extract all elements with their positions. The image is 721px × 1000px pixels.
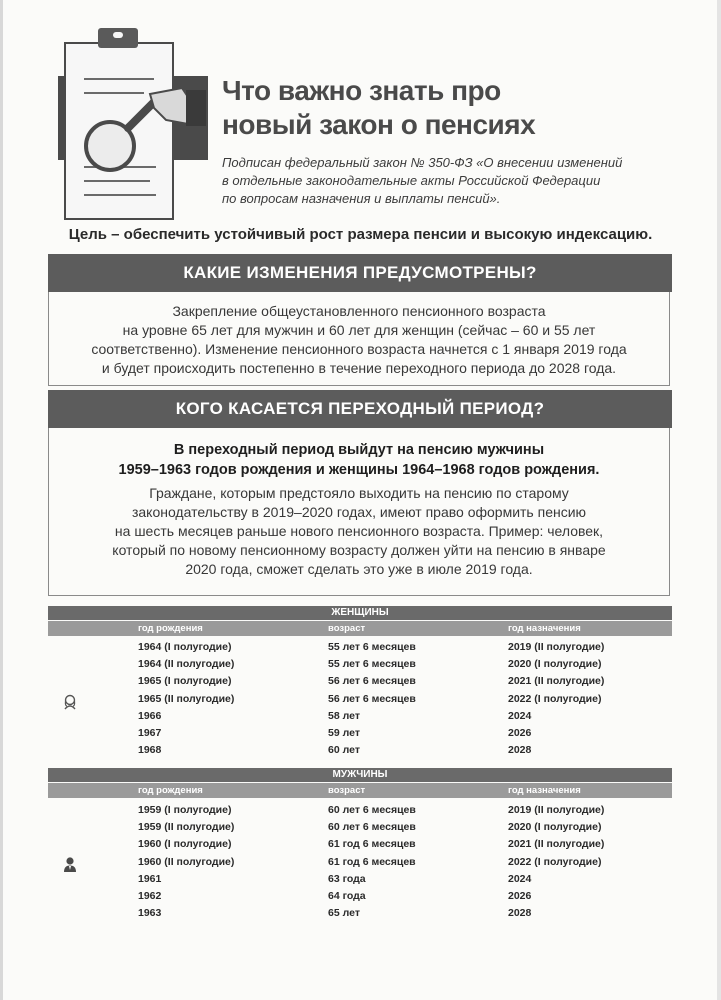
table-row bbox=[48, 656, 672, 673]
birth-year-cell: 1966 bbox=[138, 709, 162, 722]
col-age: возраст bbox=[328, 623, 366, 634]
birth-year-cell: 1962 bbox=[138, 889, 162, 902]
woman-avatar-icon bbox=[62, 694, 78, 710]
age-cell: 65 лет bbox=[328, 907, 360, 920]
assign-year-cell: 2026 bbox=[508, 726, 532, 739]
assign-year-cell: 2024 bbox=[508, 709, 532, 722]
magnifier-icon bbox=[58, 28, 208, 224]
col-birth-year: год рождения bbox=[138, 623, 203, 634]
assign-year-cell: 2026 bbox=[508, 889, 532, 902]
age-cell: 61 год 6 месяцев bbox=[328, 838, 416, 851]
table-row bbox=[48, 836, 672, 853]
age-cell: 56 лет 6 месяцев bbox=[328, 692, 416, 705]
section-transition-body bbox=[48, 428, 670, 596]
birth-year-cell: 1968 bbox=[138, 744, 162, 757]
section-transition-heading: КОГО КАСАЕТСЯ ПЕРЕХОДНЫЙ ПЕРИОД? bbox=[48, 390, 672, 428]
age-cell: 58 лет bbox=[328, 709, 360, 722]
col-birth-year: год рождения bbox=[138, 785, 203, 796]
birth-year-cell: 1964 (II полугодие) bbox=[138, 658, 235, 671]
assign-year-cell: 2019 (II полугодие) bbox=[508, 641, 605, 653]
table-row bbox=[48, 905, 672, 922]
table-row bbox=[48, 888, 672, 905]
age-cell: 60 лет 6 месяцев bbox=[328, 804, 416, 816]
birth-year-cell: 1967 bbox=[138, 726, 162, 739]
age-cell: 56 лет 6 месяцев bbox=[328, 675, 416, 688]
age-cell: 59 лет bbox=[328, 726, 360, 739]
birth-year-cell: 1965 (I полугодие) bbox=[138, 675, 232, 688]
table-row bbox=[48, 639, 672, 656]
assign-year-cell: 2022 (I полугодие) bbox=[508, 855, 602, 868]
birth-year-cell: 1960 (I полугодие) bbox=[138, 838, 232, 851]
table-row bbox=[48, 819, 672, 836]
assign-year-cell: 2028 bbox=[508, 907, 532, 920]
birth-year-cell: 1961 bbox=[138, 872, 162, 885]
men-column-headers bbox=[48, 783, 672, 798]
assign-year-cell: 2028 bbox=[508, 744, 532, 757]
man-avatar-icon bbox=[62, 856, 78, 872]
age-cell: 60 лет 6 месяцев bbox=[328, 821, 416, 834]
table-row bbox=[48, 854, 672, 871]
table-row bbox=[48, 708, 672, 725]
table-row bbox=[48, 725, 672, 742]
birth-year-cell: 1959 (I полугодие) bbox=[138, 804, 232, 816]
table-row bbox=[48, 691, 672, 708]
birth-year-cell: 1964 (I полугодие) bbox=[138, 641, 232, 653]
section-changes-body bbox=[48, 292, 670, 386]
women-table-rows bbox=[48, 639, 672, 759]
table-row bbox=[48, 673, 672, 690]
law-subtitle: Подписан федеральный закон № 350-ФЗ «О внесении изменений в отдельные законодательные акты Российской Федерации по вопросам назначения и выплаты пенсий». bbox=[222, 155, 623, 206]
assign-year-cell: 2021 (II полугодие) bbox=[508, 675, 605, 688]
age-cell: 55 лет 6 месяцев bbox=[328, 641, 416, 653]
col-assign-year: год назначения bbox=[508, 785, 581, 796]
men-table-heading: МУЖЧИНЫ bbox=[48, 768, 672, 782]
age-cell: 61 год 6 месяцев bbox=[328, 855, 416, 868]
section-changes-heading: КАКИЕ ИЗМЕНЕНИЯ ПРЕДУСМОТРЕНЫ? bbox=[48, 254, 672, 292]
age-cell: 60 лет bbox=[328, 744, 360, 757]
goal-statement: Цель – обеспечить устойчивый рост размера пенсии и высокую индексацию. bbox=[68, 226, 653, 243]
birth-year-cell: 1965 (II полугодие) bbox=[138, 692, 235, 705]
changes-text: Закрепление общеустановленного пенсионного возраста на уровне 65 лет для мужчин и 60 лет для женщин (сейчас – 60 и 55 лет соответственно). Изменение пенсионного возраста начнется с 1 января 2019 года и будет происходить постепенно в течение переходного периода до 2028 года. bbox=[91, 303, 627, 376]
table-row bbox=[48, 802, 672, 819]
assign-year-cell: 2020 (I полугодие) bbox=[508, 821, 602, 834]
page-title: Что важно знать про новый закон о пенсиях bbox=[222, 75, 536, 140]
women-table-heading: ЖЕНЩИНЫ bbox=[48, 606, 672, 620]
age-cell: 55 лет 6 месяцев bbox=[328, 658, 416, 671]
birth-year-cell: 1963 bbox=[138, 907, 162, 920]
table-row bbox=[48, 871, 672, 888]
table-row bbox=[48, 742, 672, 759]
birth-year-cell: 1960 (II полугодие) bbox=[138, 855, 235, 868]
page-edge-right bbox=[717, 0, 721, 1000]
assign-year-cell: 2019 (II полугодие) bbox=[508, 804, 605, 816]
transition-text: Граждане, которым предстояло выходить на пенсию по старому законодательству в 2019–2020 годах, имеют право оформить пенсию на шесть месяцев раньше нового пенсионного возраста. Пример: человек, который по новому пенсионному возрасту должен уйти на пенсию в январе 2020 года, сможет сделать это уже в июле 2019 года. bbox=[112, 485, 606, 577]
assign-year-cell: 2021 (II полугодие) bbox=[508, 838, 605, 851]
birth-year-cell: 1959 (II полугодие) bbox=[138, 821, 235, 834]
age-cell: 64 года bbox=[328, 889, 366, 902]
assign-year-cell: 2020 (I полугодие) bbox=[508, 658, 602, 671]
assign-year-cell: 2022 (I полугодие) bbox=[508, 692, 602, 705]
women-column-headers bbox=[48, 621, 672, 636]
assign-year-cell: 2024 bbox=[508, 872, 532, 885]
col-assign-year: год назначения bbox=[508, 623, 581, 634]
transition-lead: В переходный период выйдут на пенсию мужчины 1959–1963 годов рождения и женщины 1964–1968 годов рождения. bbox=[118, 442, 600, 478]
col-age: возраст bbox=[328, 785, 366, 796]
clipboard-magnifier-icon bbox=[58, 28, 208, 224]
page-edge-left bbox=[0, 0, 3, 1000]
men-table-rows bbox=[48, 802, 672, 922]
age-cell: 63 года bbox=[328, 872, 366, 885]
